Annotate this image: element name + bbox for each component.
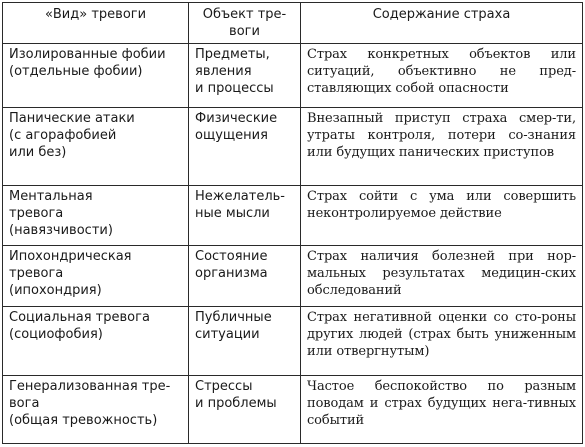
cell-fear-content: Страх конкретных объектов или ситуаций, объективно не пред-ставляющих собой опасности [301, 44, 583, 108]
cell-fear-content: Страх наличия болезней при нор-мальных результатах медицин-ских обследований [301, 246, 583, 307]
cell-anxiety-object: Нежелатель- ные мысли [189, 185, 301, 246]
header-anxiety-object: Объект тре- воги [189, 3, 301, 44]
cell-fear-content: Внезапный приступ страха смер-ти, утраты контроля, потери со-знания или будущих панических приступов [301, 107, 583, 185]
table-header-row [3, 3, 583, 44]
anxiety-types-table [2, 2, 583, 444]
cell-anxiety-type: Ментальная тревога (навязчивости) [3, 185, 189, 246]
table-row [3, 376, 583, 444]
cell-anxiety-type: Панические атаки (с агорафобией или без) [3, 107, 189, 185]
cell-fear-content: Частое беспокойство по разным поводам и страх будущих негa-тивных событий [301, 376, 583, 444]
cell-anxiety-object: Физические ощущения [189, 107, 301, 185]
table-row [3, 306, 583, 376]
cell-anxiety-object: Предметы, явления и процессы [189, 44, 301, 108]
cell-anxiety-object: Публичные ситуации [189, 306, 301, 376]
cell-fear-content: Страх сойти с ума или совершить неконтролируемое действие [301, 185, 583, 246]
table-row [3, 44, 583, 108]
cell-anxiety-type: Социальная тревога (социофобия) [3, 306, 189, 376]
header-fear-content: Содержание страха [301, 3, 583, 44]
header-anxiety-type: «Вид» тревоги [3, 3, 189, 44]
cell-anxiety-object: Стрессы и проблемы [189, 376, 301, 444]
cell-anxiety-object: Состояние организма [189, 246, 301, 307]
cell-anxiety-type: Ипохондрическая тревога (ипохондрия) [3, 246, 189, 307]
cell-anxiety-type: Изолированные фобии (отдельные фобии) [3, 44, 189, 108]
table-row [3, 107, 583, 185]
table-row [3, 246, 583, 307]
cell-anxiety-type: Генерализованная тре- вога (общая тревожность) [3, 376, 189, 444]
table-row [3, 185, 583, 246]
cell-fear-content: Страх негативной оценки со сто-роны других людей (страх быть униженным или отвергнутым) [301, 306, 583, 376]
